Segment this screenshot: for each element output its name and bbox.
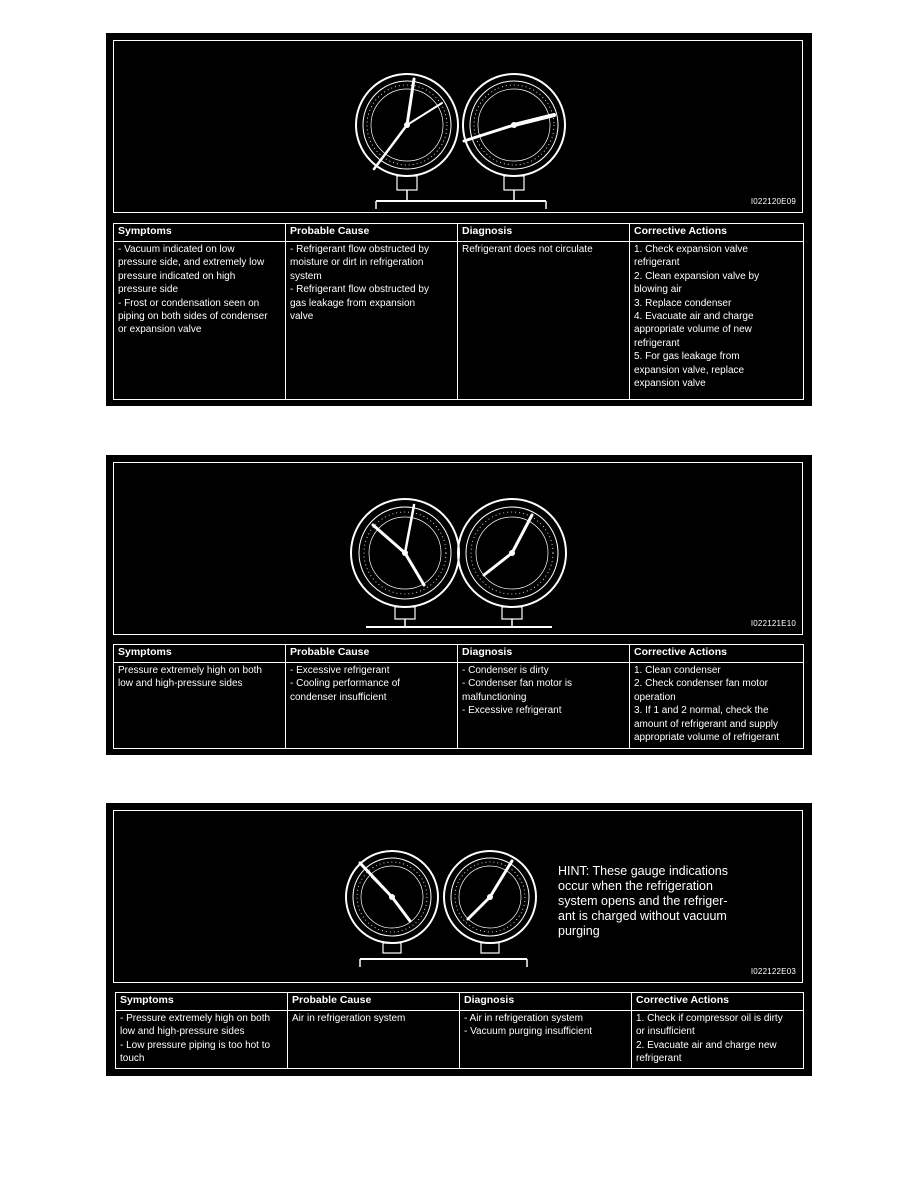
diagnosis-table: [115, 992, 804, 1069]
table-row: [114, 663, 804, 749]
probable-cause-cell: - Refrigerant flow obstructed by moisture or dirt in refrigeration system - Refrigerant flow obstructed by gas leakage from expansion valve: [286, 242, 458, 400]
header-probable-cause: Probable Cause: [288, 993, 460, 1011]
table-row: [114, 242, 804, 400]
figure-id: I022122E03: [750, 967, 796, 976]
gauge-figure-frame: [113, 462, 803, 635]
header-probable-cause: Probable Cause: [286, 224, 458, 242]
diagnosis-panel-3: [106, 803, 812, 1076]
diagnosis-cell: - Condenser is dirty - Condenser fan motor is malfunctioning - Excessive refrigerant: [458, 663, 630, 749]
header-corrective-actions: Corrective Actions: [632, 993, 804, 1011]
manifold-gauge-illustration: [332, 811, 562, 981]
probable-cause-cell: - Excessive refrigerant - Cooling performance of condenser insufficient: [286, 663, 458, 749]
probable-cause-cell: Air in refrigeration system: [288, 1011, 460, 1069]
symptoms-cell: - Pressure extremely high on both low and high-pressure sides - Low pressure piping is too hot to touch: [116, 1011, 288, 1069]
symptoms-cell: Pressure extremely high on both low and high-pressure sides: [114, 663, 286, 749]
symptoms-cell: - Vacuum indicated on low pressure side, and extremely low pressure indicated on high pressure side - Frost or condensation seen on piping on both sides of condenser or expansion valve: [114, 242, 286, 400]
header-diagnosis: Diagnosis: [458, 224, 630, 242]
header-symptoms: Symptoms: [114, 645, 286, 663]
diagnosis-cell: Refrigerant does not circulate: [458, 242, 630, 400]
manifold-gauge-illustration: [346, 41, 576, 211]
hint-text: HINT: These gauge indications occur when the refrigeration system opens and the refriger- ant is charged without vacuum purging: [558, 864, 729, 938]
figure-id: I022121E10: [750, 619, 796, 628]
header-diagnosis: Diagnosis: [458, 645, 630, 663]
table-row: [116, 1011, 804, 1069]
gauge-figure-frame: [113, 810, 803, 983]
table-header-row: [114, 645, 804, 663]
diagnosis-cell: - Air in refrigeration system - Vacuum purging insufficient: [460, 1011, 632, 1069]
gauge-figure-frame: [113, 40, 803, 213]
header-diagnosis: Diagnosis: [460, 993, 632, 1011]
diagnosis-panel-1: [106, 33, 812, 406]
header-corrective-actions: Corrective Actions: [630, 224, 804, 242]
table-header-row: [116, 993, 804, 1011]
figure-id: I022120E09: [750, 197, 796, 206]
header-corrective-actions: Corrective Actions: [630, 645, 804, 663]
header-probable-cause: Probable Cause: [286, 645, 458, 663]
corrective-actions-cell: 1. Check if compressor oil is dirty or insufficient 2. Evacuate air and charge new refrigerant: [632, 1011, 804, 1069]
header-symptoms: Symptoms: [114, 224, 286, 242]
diagnosis-panel-2: [106, 455, 812, 755]
table-header-row: [114, 224, 804, 242]
diagnosis-table: [113, 223, 804, 400]
corrective-actions-cell: 1. Clean condenser 2. Check condenser fan motor operation 3. If 1 and 2 normal, check the amount of refrigerant and supply appropriate volume of refrigerant: [630, 663, 804, 749]
header-symptoms: Symptoms: [116, 993, 288, 1011]
corrective-actions-cell: 1. Check expansion valve refrigerant 2. Clean expansion valve by blowing air 3. Replace condenser 4. Evacuate air and charge appropriate volume of new refrigerant 5. For gas leakage from expansion valve, replace expansion valve: [630, 242, 804, 400]
manifold-gauge-illustration: [344, 463, 574, 633]
diagnosis-table: [113, 644, 804, 749]
